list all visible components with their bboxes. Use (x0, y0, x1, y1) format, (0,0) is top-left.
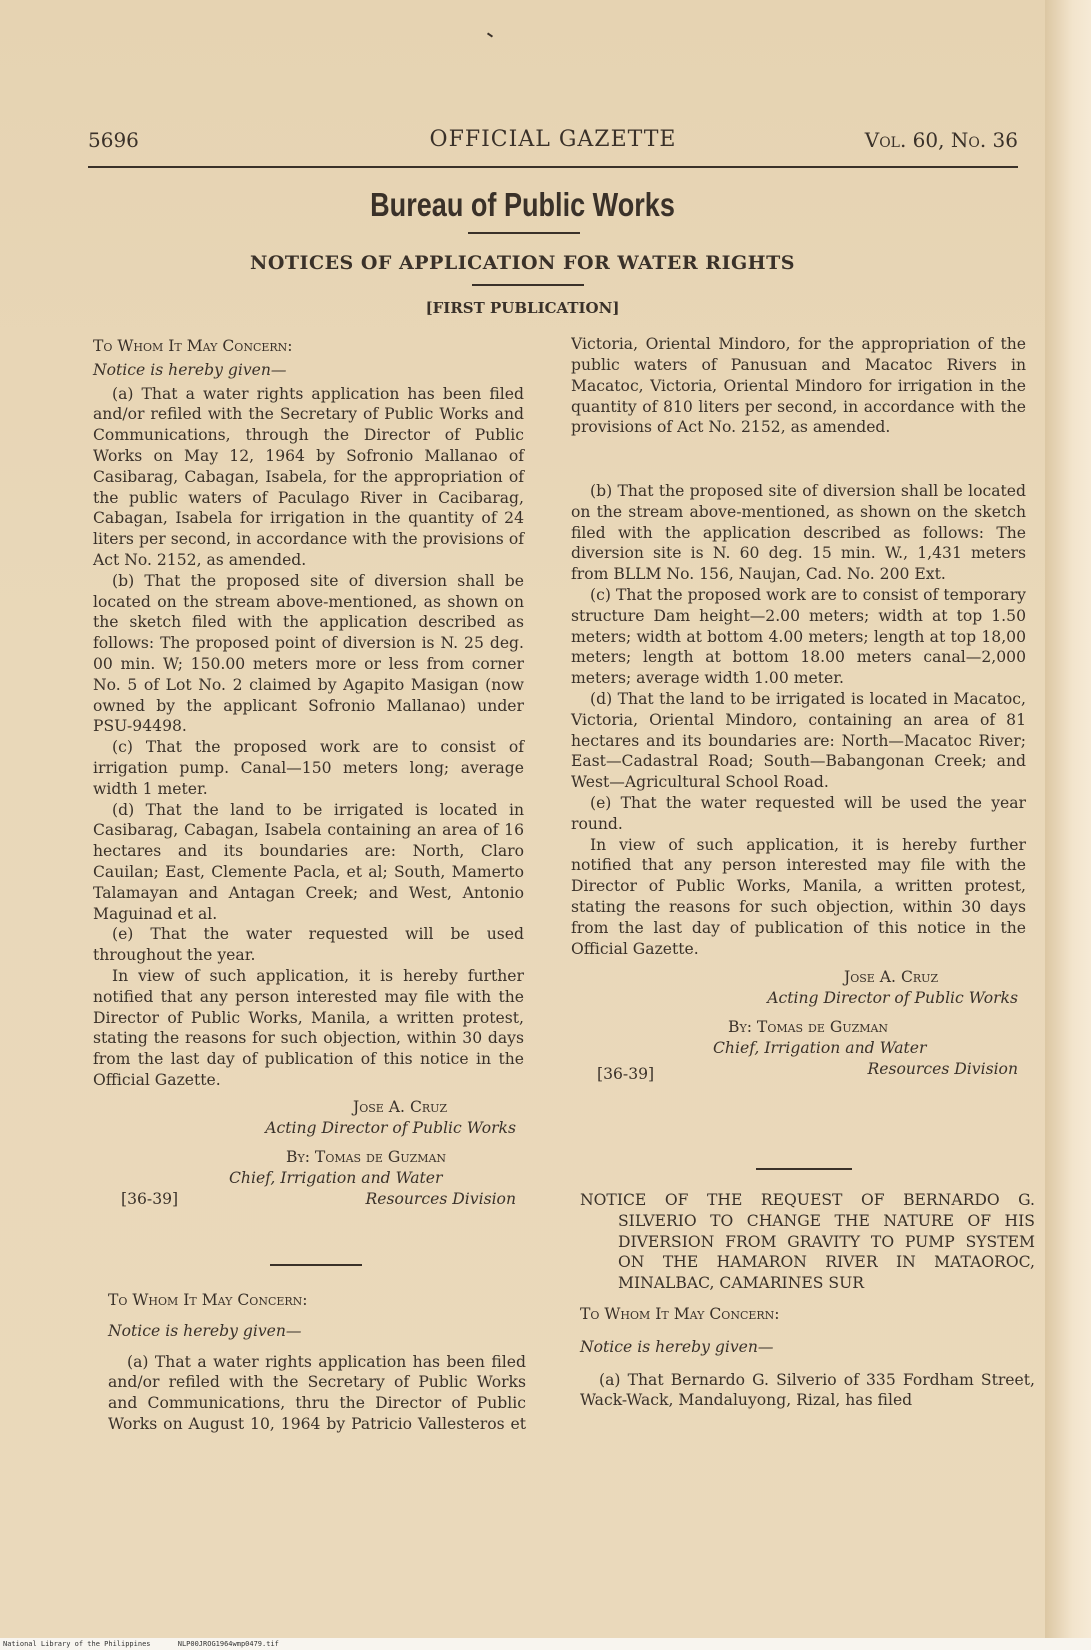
library-label: National Library of the Philippines (3, 1640, 151, 1648)
notice-3 (580, 1190, 1035, 1411)
signer-title: Acting Director of Public Works (265, 1118, 516, 1137)
volume-number: Vol. 60, No. 36 (864, 128, 1018, 152)
paragraph-e: (e) That the water requested will be used the year round. (571, 793, 1026, 833)
by-title-1: Chief, Irrigation and Water (713, 1039, 927, 1058)
signer-name: Jose A. Cruz (353, 1097, 448, 1116)
signer-title: Acting Director of Public Works (767, 989, 1018, 1008)
paragraph-a: (a) That a water rights application has been filed and/or refiled with the Secretary of Public Works and Communications, through the Director of Public Works on May 12, 1964 by Sofronio Mallanao of Casibarag, Cabagan, Isabela, for the appropriation of the public waters of Paculago River in Cacibarag, Cabagan, Isabela for irrigation in the quantity of 24 liters per second, in accordance with the provisions of Act No. 2152, as amended. (93, 384, 524, 569)
paragraph-a-continued: Victoria, Oriental Mindoro, for the appropriation of the public waters of Panusuan and Macatoc Rivers in Macatoc, Victoria, Oriental Mindoro for irrigation in the quantity of 810 liters per second, in accordance with the provisions of Act No. 2152, as amended. (571, 335, 1026, 437)
page-header (88, 128, 1018, 160)
paragraph-c: (c) That the proposed work are to consist of temporary structure Dam height—2.00 meters; width at top 1.50 meters; width at bottom 4.00 meters; length at top 18,00 meters; length at bottom 18.00 meters canal—2,000 meters; average width 1.00 meter. (571, 585, 1026, 688)
notice-heading: NOTICE OF THE REQUEST OF BERNARDO G. SILVERIO TO CHANGE THE NATURE OF HIS DIVERSION FROM GRAVITY TO PUMP SYSTEM ON THE HAMARON RIVER IN MATAOROC, MINALBAC, CAMARINES SUR (580, 1191, 1035, 1293)
scan-footer (0, 1638, 1091, 1650)
paragraph-e: (e) That the water requested will be used throughout the year. (93, 925, 524, 965)
title-rule (468, 232, 580, 234)
by-line: By: Tomas de Guzman (286, 1147, 447, 1166)
publication-title: OFFICIAL GAZETTE (429, 127, 677, 152)
paragraph-d: (d) That the land to be irrigated is located in Macatoc, Victoria, Oriental Mindoro, containing an area of 81 hectares and its boundaries are: North—Macatoc River; East—Cadastral Road; South—Babangonan Creek; and West—Agricultural School Road. (571, 689, 1026, 792)
header-rule (88, 166, 1018, 168)
page-number: 5696 (88, 128, 139, 152)
first-publication-label: [FIRST PUBLICATION] (425, 299, 620, 317)
by-title-1: Chief, Irrigation and Water (229, 1168, 443, 1187)
paragraph-protest: In view of such application, it is hereby further notified that any person interested may file with the Director of Public Works, Manila, a written protest, stating the reasons for such objection, within 30 days from the last day of publication of this notice in the Official Gazette. (93, 966, 524, 1089)
paragraph-protest: In view of such application, it is hereby further notified that any person interested may file with the Director of Public Works, Manila, a written protest, stating the reasons for such objection, within 30 days from the last day of publication of this notice in the Official Gazette. (571, 835, 1026, 958)
issue-reference: [36-39] (597, 1065, 655, 1084)
bureau-title: Bureau of Public Works (370, 186, 675, 223)
by-line: By: Tomas de Guzman (728, 1018, 889, 1037)
signer-name: Jose A. Cruz (844, 968, 939, 987)
notice-given: Notice is hereby given— (93, 360, 287, 379)
separator-rule (270, 1264, 362, 1266)
page-edge (1045, 0, 1091, 1650)
paragraph-a: (a) That Bernardo G. Silverio of 335 Fordham Street, Wack-Wack, Mandaluyong, Rizal, has filed (580, 1370, 1035, 1410)
salutation: To Whom It May Concern: (108, 1291, 308, 1309)
notice-2-start (108, 1290, 526, 1436)
salutation: To Whom It May Concern: (580, 1304, 780, 1323)
notice-2-continued (571, 335, 1026, 1087)
paragraph-b: (b) That the proposed site of diversion shall be located on the stream above-mentioned, as shown on the sketch filed with the application described as follows: The proposed point of diversion is N. 25 deg. 00 min. W; 150.00 meters more or less from corner No. 5 of Lot No. 2 claimed by Agapito Masigan (now owned by the applicant Sofronio Mallanao) under PSU-94498. (93, 571, 524, 736)
paragraph-d: (d) That the land to be irrigated is located in Casibarag, Cabagan, Isabela containing an area of 16 hectares and its boundaries are: North, Claro Cauilan; East, Clemente Pacla, et al; South, Mamerto Talamayan and Antagan Creek; and West, Antonio Maguinad et al. (93, 800, 524, 923)
notice-given: Notice is hereby given— (580, 1337, 774, 1356)
paragraph-a: (a) That a water rights application has been filed and/or refiled with the Secretary of Public Works and Communications, thru the Director of Public Works on August 10, 1964 by Patricio Vallesteros et (108, 1352, 526, 1433)
issue-reference: [36-39] (121, 1189, 179, 1208)
salutation: To Whom It May Concern: (93, 337, 293, 355)
notice-1 (93, 336, 524, 1215)
separator-rule-right (756, 1168, 852, 1170)
notices-title: NOTICES OF APPLICATION FOR WATER RIGHTS (250, 252, 795, 274)
subtitle-rule (472, 284, 584, 286)
by-title-2: Resources Division (867, 1060, 1018, 1079)
paragraph-c: (c) That the proposed work are to consist of irrigation pump. Canal—150 meters long; average width 1 meter. (93, 738, 524, 798)
paragraph-b: (b) That the proposed site of diversion shall be located on the stream above-mentioned, as shown on the sketch filed with the application described as follows: The diversion site is N. 60 deg. 15 min. W., 1,431 meters from BLLM No. 156, Naujan, Cad. No. 200 Ext. (571, 482, 1026, 584)
file-label: NLP00JROG1964wmp0479.tif (177, 1640, 279, 1648)
notice-given: Notice is hereby given— (108, 1321, 302, 1340)
by-title-2: Resources Division (365, 1189, 516, 1208)
